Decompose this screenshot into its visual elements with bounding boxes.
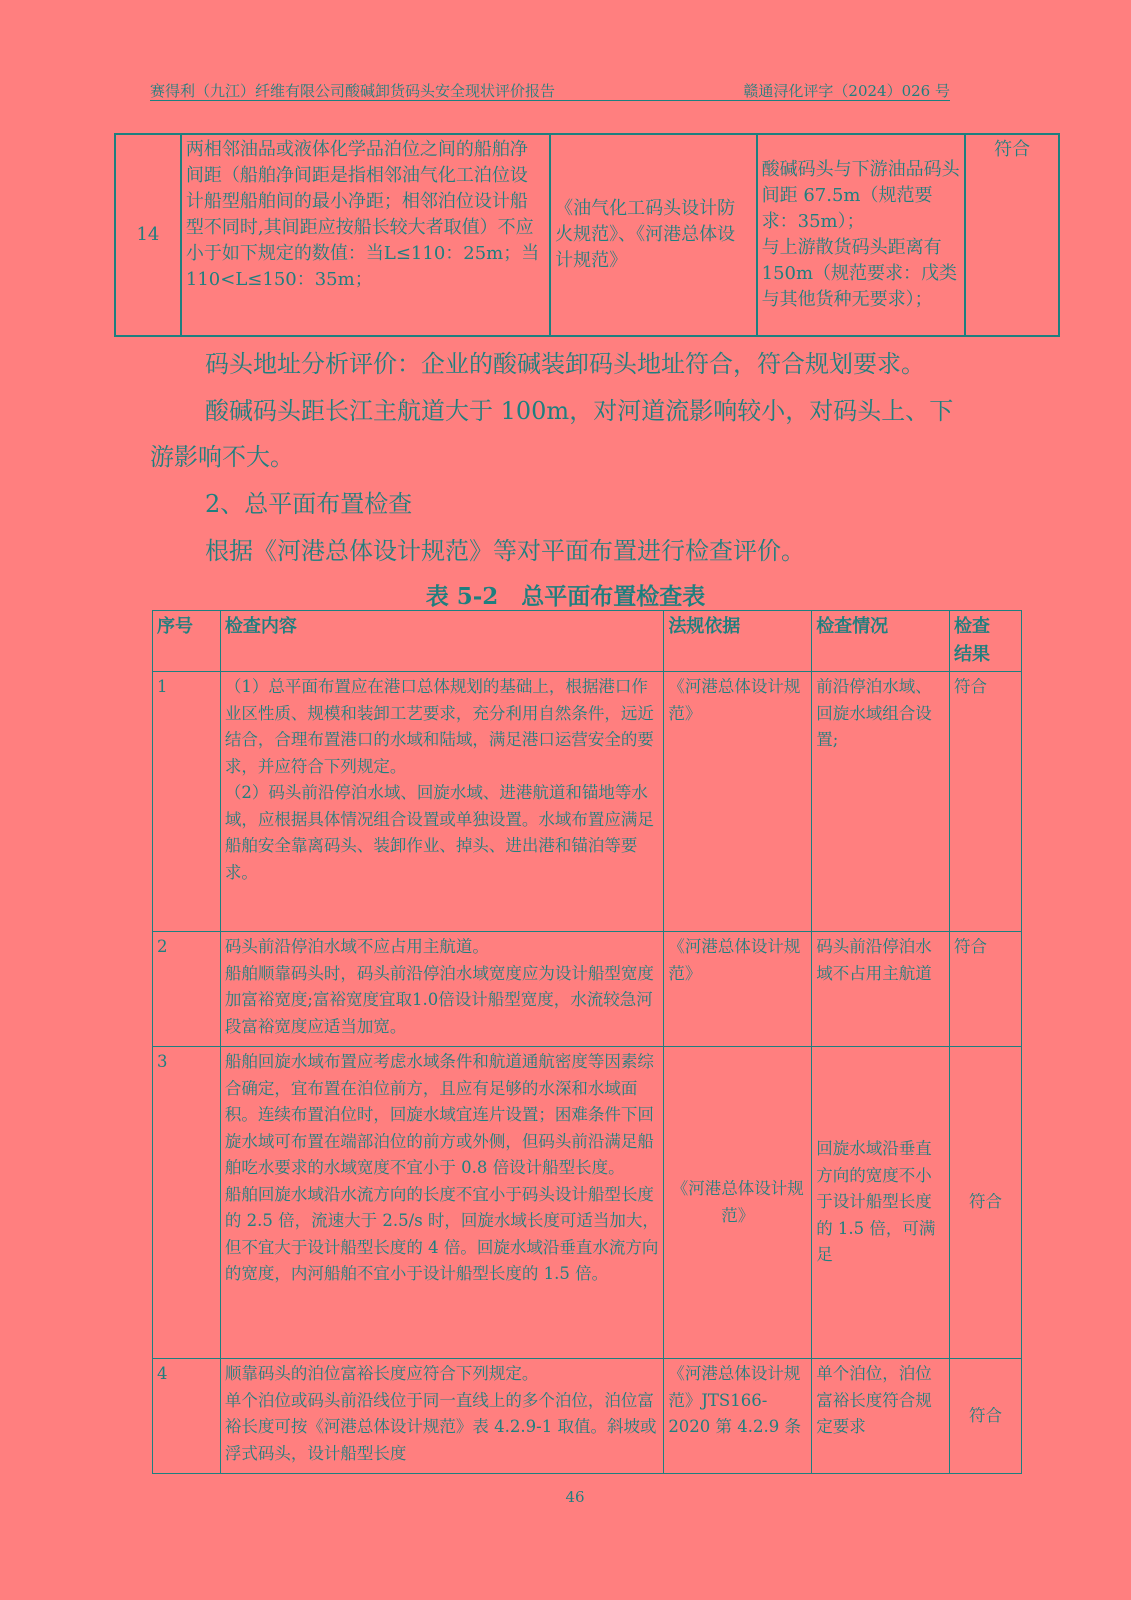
table-row: [153, 672, 1022, 932]
table-row: [153, 932, 1022, 1047]
check-status: 回旋水域沿垂直方向的宽度不小于设计船型长度的 1.5 倍，可满足: [812, 1047, 950, 1359]
check-result: 符合: [965, 134, 1059, 336]
header-status: 检查情况: [812, 611, 950, 672]
section-heading: 2、总平面布置检查: [205, 490, 413, 518]
check-result: 符合: [950, 1047, 1022, 1359]
row-number: 14: [115, 134, 181, 336]
paragraph: 码头地址分析评价：企业的酸碱装卸码头地址符合，符合规划要求。: [205, 350, 925, 378]
page-header: [150, 80, 950, 101]
table-row: [153, 1359, 1022, 1474]
header-result: 检查 结果: [950, 611, 1022, 672]
page-number: 46: [565, 1488, 585, 1506]
check-result: 符合: [950, 932, 1022, 1047]
regulation-basis: 《河港总体设计规范》: [664, 932, 812, 1047]
check-content: 两相邻油品或液体化学品泊位之间的船舶净间距（船舶净间距是指相邻油气化工泊位设计船型船舶间的最小净距；相邻泊位设计船型不同时,其间距应按船长较大者取值）不应小于如下规定的数值：当L≤110：25m；当110<L≤150：35m；: [181, 134, 550, 336]
table-row: [153, 1047, 1022, 1359]
header-basis: 法规依据: [664, 611, 812, 672]
row-number: 4: [153, 1359, 221, 1474]
table-header-row: [153, 611, 1022, 672]
layout-check-table: [152, 610, 1022, 1474]
regulation-basis: 《河港总体设计规范》JTS166-2020 第 4.2.9 条: [664, 1359, 812, 1474]
regulation-basis: 《河港总体设计规范》: [664, 672, 812, 932]
paragraph: 游影响不大。: [150, 443, 294, 471]
paragraph: 根据《河港总体设计规范》等对平面布置进行检查评价。: [205, 537, 805, 565]
check-status: 前沿停泊水域、回旋水域组合设置;: [812, 672, 950, 932]
regulation-basis: 《河港总体设计规范》: [664, 1047, 812, 1359]
header-no: 序号: [153, 611, 221, 672]
check-content: 码头前沿停泊水域不应占用主航道。 船舶顺靠码头时，码头前沿停泊水域宽度应为设计船型宽度加富裕宽度;富裕宽度宜取1.0倍设计船型宽度，水流较急河段富裕宽度应适当加宽。: [220, 932, 663, 1047]
paragraph: 酸碱码头距长江主航道大于 100m，对河道流影响较小，对码头上、下: [205, 397, 954, 425]
table-row: [115, 134, 1059, 336]
report-title: 赛得利（九江）纤维有限公司酸碱卸货码头安全现状评价报告: [150, 82, 556, 100]
check-result: 符合: [950, 672, 1022, 932]
check-content: 船舶回旋水域布置应考虑水域条件和航道通航密度等因素综合确定，宜布置在泊位前方，且应有足够的水深和水域面积。连续布置泊位时，回旋水域宜连片设置；困难条件下回旋水域可布置在端部泊位的前方或外侧，但码头前沿满足船舶吃水要求的水域宽度不宜小于 0.8 倍设计船型长度。 船舶回旋水域沿水流方向的长度不宜小于码头设计船型长度的 2.5 倍，流速大于 2.5/s 时，回旋水域长度可适当加大，但不宜大于设计船型长度的 4 倍。回旋水域沿垂直水流方向的宽度，内河船舶不宜小于设计船型长度的 1.5 倍。: [220, 1047, 663, 1359]
check-status: 码头前沿停泊水域不占用主航道: [812, 932, 950, 1047]
check-content: （1）总平面布置应在港口总体规划的基础上，根据港口作业区性质、规模和装卸工艺要求，充分利用自然条件，远近结合，合理布置港口的水域和陆域，满足港口运营安全的要求，并应符合下列规定。 （2）码头前沿停泊水域、回旋水域、进港航道和锚地等水域，应根据具体情况组合设置或单独设置。水域布置应满足船舶安全靠离码头、装卸作业、掉头、进出港和锚泊等要求。: [220, 672, 663, 932]
row-number: 2: [153, 932, 221, 1047]
check-result: 符合: [950, 1359, 1022, 1474]
header-content: 检查内容: [220, 611, 663, 672]
check-content: 顺靠码头的泊位富裕长度应符合下列规定。 单个泊位或码头前沿线位于同一直线上的多个泊位，泊位富裕长度可按《河港总体设计规范》表 4.2.9-1 取值。斜坡或浮式码头，设计船型长度: [220, 1359, 663, 1474]
row-number: 1: [153, 672, 221, 932]
check-status: 单个泊位，泊位富裕长度符合规定要求: [812, 1359, 950, 1474]
regulation-basis: 《油气化工码头设计防火规范》、《河港总体设计规范》: [550, 134, 757, 336]
continued-table: [114, 133, 1060, 337]
table-caption: 表 5-2 总平面布置检查表: [425, 583, 706, 610]
document-number: 赣通浔化评字（2024）026 号: [743, 82, 950, 100]
row-number: 3: [153, 1047, 221, 1359]
check-status: 酸碱码头与下游油品码头间距 67.5m（规范要求：35m）； 与上游散货码头距离有150m（规范要求：戊类与其他货种无要求）；: [757, 134, 966, 336]
